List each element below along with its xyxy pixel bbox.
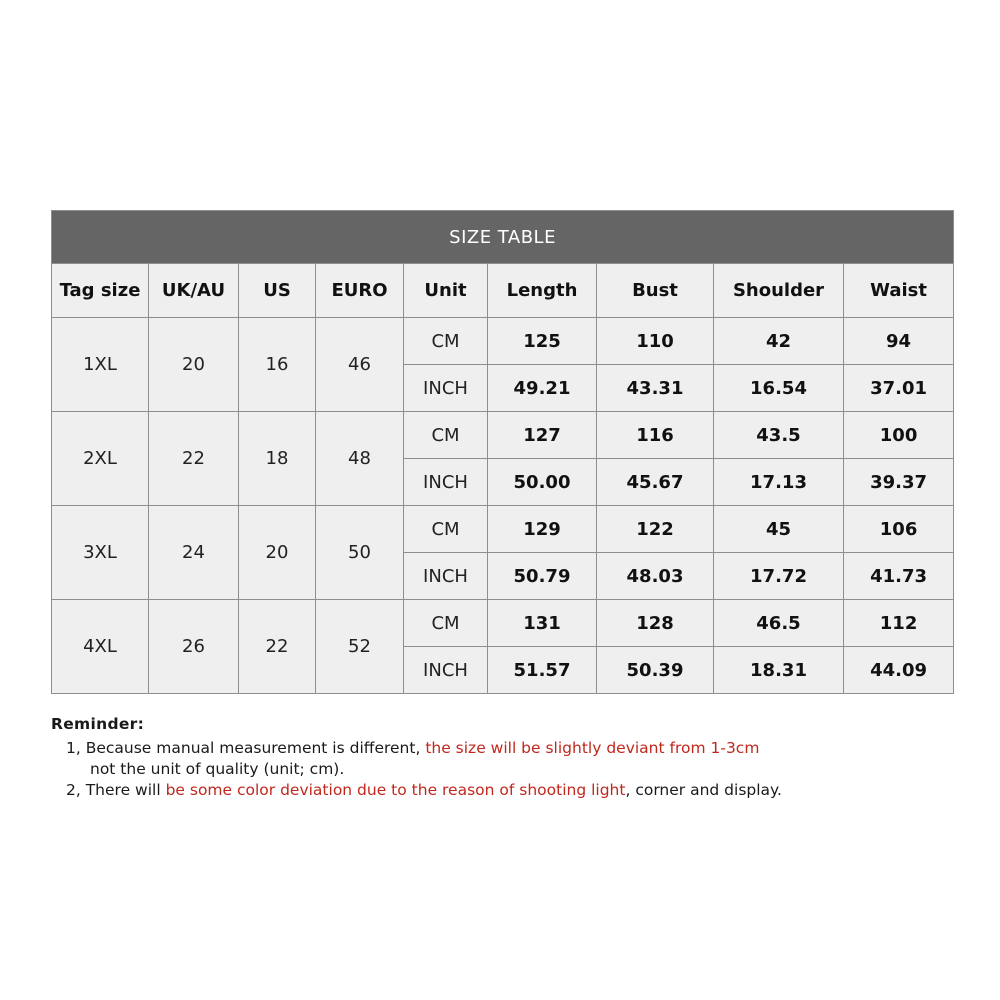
bust-cell: 116 — [597, 412, 714, 459]
shoulder-cell: 17.13 — [714, 459, 844, 506]
unit-cell: CM — [404, 600, 488, 647]
reminder-highlight: the size will be slightly deviant from 1-3cm — [425, 739, 760, 757]
reminder-line-2 — [51, 780, 971, 801]
length-cell: 51.57 — [488, 647, 597, 694]
table-row — [52, 318, 954, 365]
bust-cell: 122 — [597, 506, 714, 553]
unit-cell: INCH — [404, 459, 488, 506]
col-header: Unit — [404, 264, 488, 318]
bust-cell: 48.03 — [597, 553, 714, 600]
unit-cell: CM — [404, 506, 488, 553]
euro-cell: 52 — [316, 600, 404, 694]
euro-cell: 48 — [316, 412, 404, 506]
length-cell: 127 — [488, 412, 597, 459]
col-header: Shoulder — [714, 264, 844, 318]
shoulder-cell: 45 — [714, 506, 844, 553]
bust-cell: 43.31 — [597, 365, 714, 412]
size-table — [51, 210, 954, 694]
waist-cell: 100 — [844, 412, 954, 459]
col-header: Bust — [597, 264, 714, 318]
reminder-line-1-continued: not the unit of quality (unit; cm). — [90, 760, 345, 778]
col-header: US — [239, 264, 316, 318]
euro-cell: 46 — [316, 318, 404, 412]
table-title: SIZE TABLE — [52, 211, 954, 264]
us-cell: 18 — [239, 412, 316, 506]
bust-cell: 45.67 — [597, 459, 714, 506]
uk-au-cell: 20 — [149, 318, 239, 412]
waist-cell: 106 — [844, 506, 954, 553]
shoulder-cell: 17.72 — [714, 553, 844, 600]
reminder-text: , corner and display. — [625, 781, 782, 799]
table-row — [52, 506, 954, 553]
tag-size-cell: 4XL — [52, 600, 149, 694]
reminder-block — [51, 714, 971, 801]
table-row — [52, 600, 954, 647]
length-cell: 50.79 — [488, 553, 597, 600]
tag-size-cell: 3XL — [52, 506, 149, 600]
waist-cell: 94 — [844, 318, 954, 365]
col-header: UK/AU — [149, 264, 239, 318]
waist-cell: 112 — [844, 600, 954, 647]
waist-cell: 39.37 — [844, 459, 954, 506]
table-row — [52, 412, 954, 459]
bust-cell: 50.39 — [597, 647, 714, 694]
unit-cell: INCH — [404, 365, 488, 412]
waist-cell: 41.73 — [844, 553, 954, 600]
shoulder-cell: 16.54 — [714, 365, 844, 412]
col-header: Waist — [844, 264, 954, 318]
us-cell: 20 — [239, 506, 316, 600]
col-header: Tag size — [52, 264, 149, 318]
reminder-line-1 — [51, 738, 971, 759]
unit-cell: CM — [404, 318, 488, 365]
reminder-heading: Reminder: — [51, 715, 145, 733]
reminder-text: 1, Because manual measurement is different, — [66, 739, 426, 757]
shoulder-cell: 42 — [714, 318, 844, 365]
length-cell: 129 — [488, 506, 597, 553]
length-cell: 49.21 — [488, 365, 597, 412]
col-header: Length — [488, 264, 597, 318]
waist-cell: 44.09 — [844, 647, 954, 694]
length-cell: 125 — [488, 318, 597, 365]
reminder-text: 2, There will — [66, 781, 166, 799]
shoulder-cell: 18.31 — [714, 647, 844, 694]
unit-cell: CM — [404, 412, 488, 459]
reminder-highlight: be some color deviation due to the reason of shooting light — [165, 781, 626, 799]
col-header: EURO — [316, 264, 404, 318]
uk-au-cell: 22 — [149, 412, 239, 506]
shoulder-cell: 46.5 — [714, 600, 844, 647]
uk-au-cell: 24 — [149, 506, 239, 600]
us-cell: 22 — [239, 600, 316, 694]
euro-cell: 50 — [316, 506, 404, 600]
shoulder-cell: 43.5 — [714, 412, 844, 459]
unit-cell: INCH — [404, 647, 488, 694]
bust-cell: 110 — [597, 318, 714, 365]
uk-au-cell: 26 — [149, 600, 239, 694]
tag-size-cell: 1XL — [52, 318, 149, 412]
length-cell: 131 — [488, 600, 597, 647]
unit-cell: INCH — [404, 553, 488, 600]
bust-cell: 128 — [597, 600, 714, 647]
waist-cell: 37.01 — [844, 365, 954, 412]
tag-size-cell: 2XL — [52, 412, 149, 506]
length-cell: 50.00 — [488, 459, 597, 506]
header-row — [52, 264, 954, 318]
us-cell: 16 — [239, 318, 316, 412]
